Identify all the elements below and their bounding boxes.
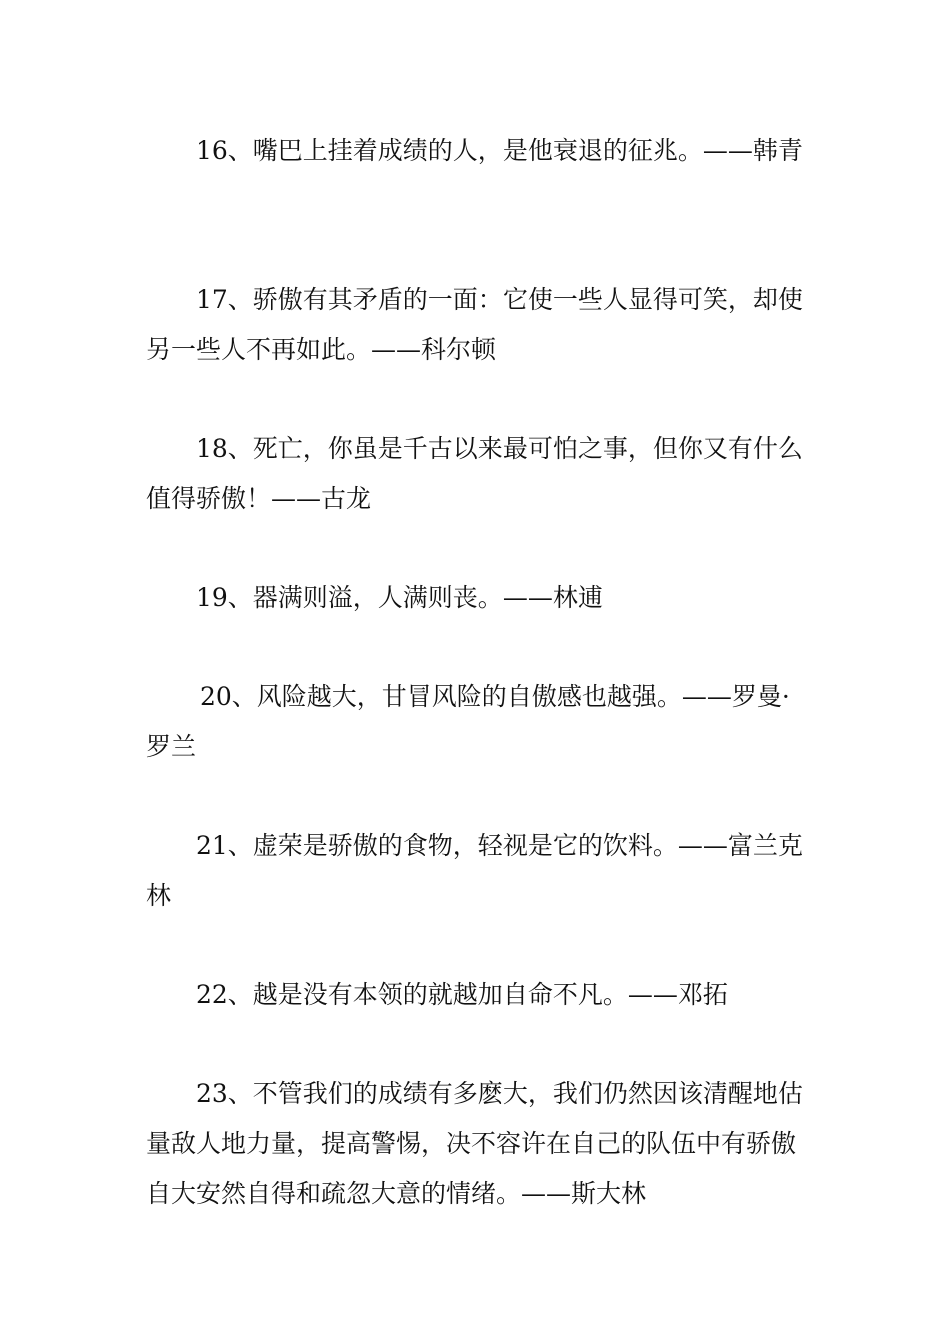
quote-22: 22、越是没有本领的就越加自命不凡。——邓拓: [196, 980, 728, 1009]
quote-18: 18、死亡，你虽是千古以来最可怕之事，但你又有什么值得骄傲！——古龙: [146, 434, 803, 513]
quote-21: 21、虚荣是骄傲的食物，轻视是它的饮料。——富兰克林: [146, 831, 803, 910]
quote-19: 19、器满则溢，人满则丧。——林逋: [196, 583, 603, 612]
quote-16: 16、嘴巴上挂着成绩的人，是他衰退的征兆。——韩青: [196, 136, 803, 165]
quote-20: 20、风险越大，甘冒风险的自傲感也越强。——罗曼·罗兰: [146, 682, 790, 761]
quote-23: 23、不管我们的成绩有多麽大，我们仍然因该清醒地估量敌人地力量，提高警惕，决不容许在自己的队伍中有骄傲自大安然自得和疏忽大意的情绪。——斯大林: [146, 1079, 803, 1208]
quote-17: 17、骄傲有其矛盾的一面：它使一些人显得可笑，却使另一些人不再如此。——科尔顿: [146, 285, 803, 364]
